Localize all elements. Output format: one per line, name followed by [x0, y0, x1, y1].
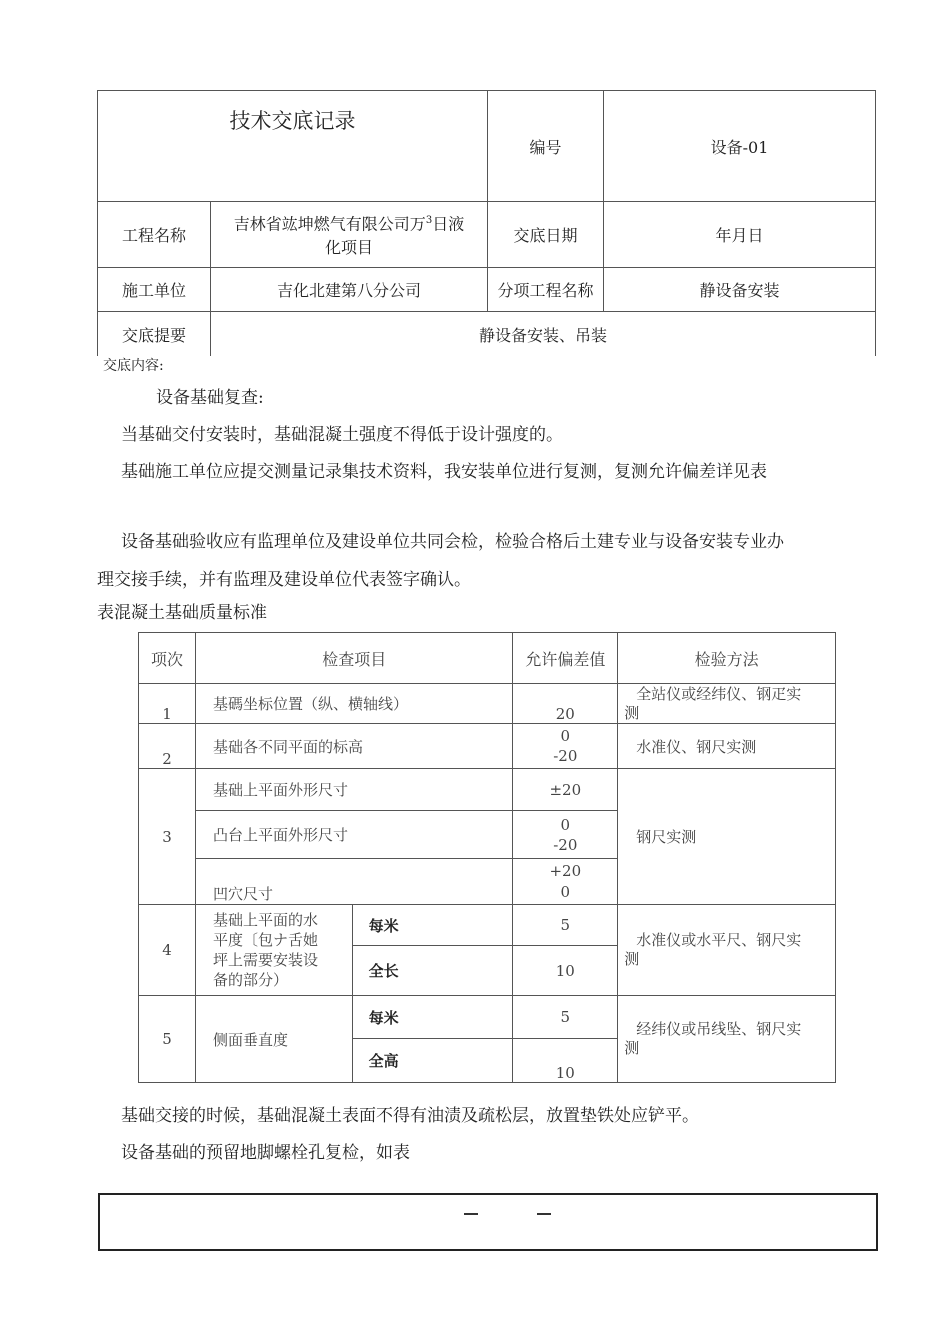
project-label: 工程名称: [98, 202, 211, 267]
contractor-cell: [98, 268, 488, 312]
date-label: 交底日期: [488, 202, 604, 268]
row-method: 水准仪或水平尺、钢尺实 测: [618, 905, 836, 996]
paragraph-3-line-1: 设备基础验收应有监理单位及建设单位共同会检，检验合格后土建专业与设备安装专业办: [121, 532, 784, 552]
header-no: 项次: [139, 633, 196, 684]
quality-standard-table: [138, 632, 836, 1083]
header-table: [97, 90, 876, 356]
row-no: 3: [139, 769, 196, 905]
subproject-label: 分项工程名称: [488, 268, 604, 312]
header-glyph-fragment: [537, 1213, 551, 1215]
row-tolerance: 10: [513, 1039, 618, 1083]
row-tolerance: +20 0: [513, 859, 618, 905]
row-method: 钢尺实测: [618, 769, 836, 905]
header-method: 检验方法: [618, 633, 836, 684]
row-no: 1: [139, 684, 196, 724]
row-no: 2: [139, 724, 196, 769]
row-method: 水准仪、钢尺实测: [618, 724, 836, 769]
paragraph-4: 基础交接的时候，基础混凝土表面不得有油渍及疏松层，放置垫铁处应铲平。: [121, 1106, 699, 1126]
paragraph-5: 设备基础的预留地脚螺栓孔复检，如表: [121, 1143, 410, 1163]
paragraph-1: 当基础交付安装时，基础混凝土强度不得低于设计强度的。: [121, 425, 563, 445]
row-method: 全站仪或经纬仪、钢疋实 测: [618, 684, 836, 724]
project-value-c: 化项目: [324, 238, 373, 258]
row-tolerance: ±20: [513, 769, 618, 811]
paragraph-2: 基础施工单位应提交测量记录集技术资料，我安装单位进行复测，复测允许偏差详见表: [121, 462, 767, 482]
table-row: [139, 905, 836, 946]
row-item: 凸台上平面外形尺寸: [195, 811, 512, 859]
row-subitem: 全长: [352, 946, 513, 996]
subproject-value: 静设备安装: [604, 268, 876, 312]
row-tolerance: 0 -20: [513, 811, 618, 859]
project-value-a: 吉林省竑坤燃气有限公司万: [233, 214, 426, 234]
row-item: 基碼坐标位置（纵、横轴线）: [195, 684, 512, 724]
summary-label: 交底提要: [98, 312, 211, 356]
row-item: 基础上平面外形尺寸: [195, 769, 512, 811]
row-item: 基础各不同平面的标高: [195, 724, 512, 769]
summary-cell: [98, 312, 876, 357]
project-value-sup: 3: [425, 214, 433, 226]
code-label: 编号: [488, 91, 604, 202]
table-row: [139, 724, 836, 769]
project-value-b: 日液: [432, 214, 465, 234]
header-glyph-fragment: [464, 1213, 478, 1215]
header-item: 检查项目: [195, 633, 512, 684]
row-tolerance: 5: [513, 996, 618, 1039]
row-tolerance: 10: [513, 946, 618, 996]
contractor-label: 施工单位: [98, 268, 211, 311]
table-row: [139, 684, 836, 724]
row-no: 4: [139, 905, 196, 996]
table-header-row: [139, 633, 836, 684]
row-tolerance: 20: [513, 684, 618, 724]
row-tolerance: 5: [513, 905, 618, 946]
table-row: [139, 996, 836, 1039]
content-label: 交底内容:: [103, 358, 164, 374]
row-subitem: 每米: [352, 996, 513, 1039]
row-item: 基础上平面的水 平度〔包ナ舌她 坪上需要安装设 备的部分）: [195, 905, 352, 996]
content-heading: 设备基础复查:: [156, 388, 264, 408]
row-item: 侧面垂直度: [195, 996, 352, 1083]
row-tolerance: 0 -20: [513, 724, 618, 769]
row-method: 经纬仪或吊线坠、钢尺实 测: [618, 996, 836, 1083]
date-value: 年月日: [604, 202, 876, 268]
row-subitem: 全高: [352, 1039, 513, 1083]
paragraph-3-line-2: 理交接手续，并有监理及建设单位代表签字确认。: [97, 570, 471, 590]
project-value: [211, 202, 487, 267]
row-subitem: 每米: [352, 905, 513, 946]
contractor-value: 吉化北建第八分公司: [276, 281, 421, 300]
summary-value: 静设备安装、吊装: [478, 325, 607, 345]
table-caption: 表混凝土基础质量标准: [97, 603, 267, 623]
cell-divider-gap: [422, 1235, 550, 1249]
row-no: 5: [139, 996, 196, 1083]
code-value: 设备-01: [604, 91, 876, 202]
project-cell: [98, 202, 488, 268]
row-item: 凹穴尺寸: [195, 859, 512, 905]
bolt-hole-table-top: [98, 1193, 878, 1251]
document-title: 技术交底记录: [98, 91, 488, 202]
header-tolerance: 允许偏差值: [513, 633, 618, 684]
table-row: [139, 769, 836, 811]
